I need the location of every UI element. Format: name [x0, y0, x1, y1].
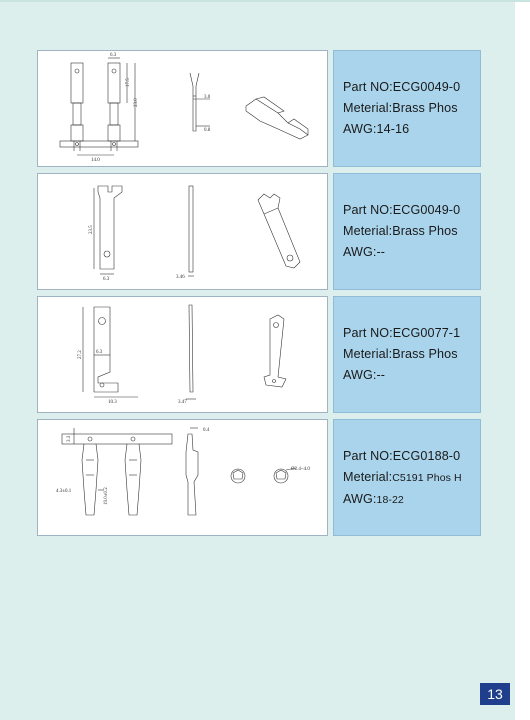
dim-label: 19.0±0.2	[104, 487, 109, 505]
dim-label: 14.0	[91, 158, 100, 163]
dim-label: Ø2.4~4.0	[291, 467, 310, 472]
dim-label: 3.3	[67, 435, 72, 442]
dim-label: 23.5	[89, 225, 94, 234]
product-info-box-4	[333, 419, 481, 536]
part-number: Part NO:ECG0049-0	[343, 203, 461, 217]
product-info-box-1	[333, 50, 481, 167]
dim-label: 0.8	[204, 128, 211, 133]
technical-drawing-3	[37, 296, 328, 413]
product-row-1	[37, 50, 481, 167]
technical-drawing-4	[37, 419, 328, 536]
top-rule	[0, 0, 530, 2]
part-number: Part NO:ECG0188-0	[343, 449, 461, 463]
dim-label: 3.46	[176, 275, 185, 280]
technical-drawing-2	[37, 173, 328, 290]
product-info-box-2	[333, 173, 481, 290]
awg: AWG:--	[343, 245, 386, 259]
material: Meterial:Brass Phos	[343, 224, 458, 238]
material: Meterial:C5191 Phos H	[343, 470, 462, 484]
dim-label: 3.47	[178, 400, 187, 405]
page-number-badge: 13	[480, 683, 510, 705]
product-row-4	[37, 419, 481, 536]
awg: AWG:--	[343, 368, 386, 382]
dim-label: 10.3	[108, 400, 117, 405]
part-number: Part NO:ECG0049-0	[343, 80, 461, 94]
part-number: Part NO:ECG0077-1	[343, 326, 461, 340]
dim-label: 27.2	[78, 350, 83, 359]
dim-label: 0.4	[203, 428, 210, 433]
awg: AWG:18-22	[343, 492, 404, 506]
technical-drawing-1	[37, 50, 328, 167]
dim-label: 17.5	[126, 78, 131, 87]
dim-label: 3.0	[204, 95, 211, 100]
dim-label: 6.3	[110, 53, 117, 58]
page-margin	[515, 0, 530, 720]
dim-label: 6.3	[96, 350, 103, 355]
material: Meterial:Brass Phos	[343, 347, 458, 361]
product-row-3	[37, 296, 481, 413]
dim-label: 4.3±0.1	[56, 489, 72, 494]
material: Meterial:Brass Phos	[343, 101, 458, 115]
product-row-2	[37, 173, 481, 290]
dim-label: 23.0	[134, 98, 139, 107]
dim-label: 6.3	[103, 277, 110, 282]
product-info-box-3	[333, 296, 481, 413]
awg: AWG:14-16	[343, 122, 410, 136]
